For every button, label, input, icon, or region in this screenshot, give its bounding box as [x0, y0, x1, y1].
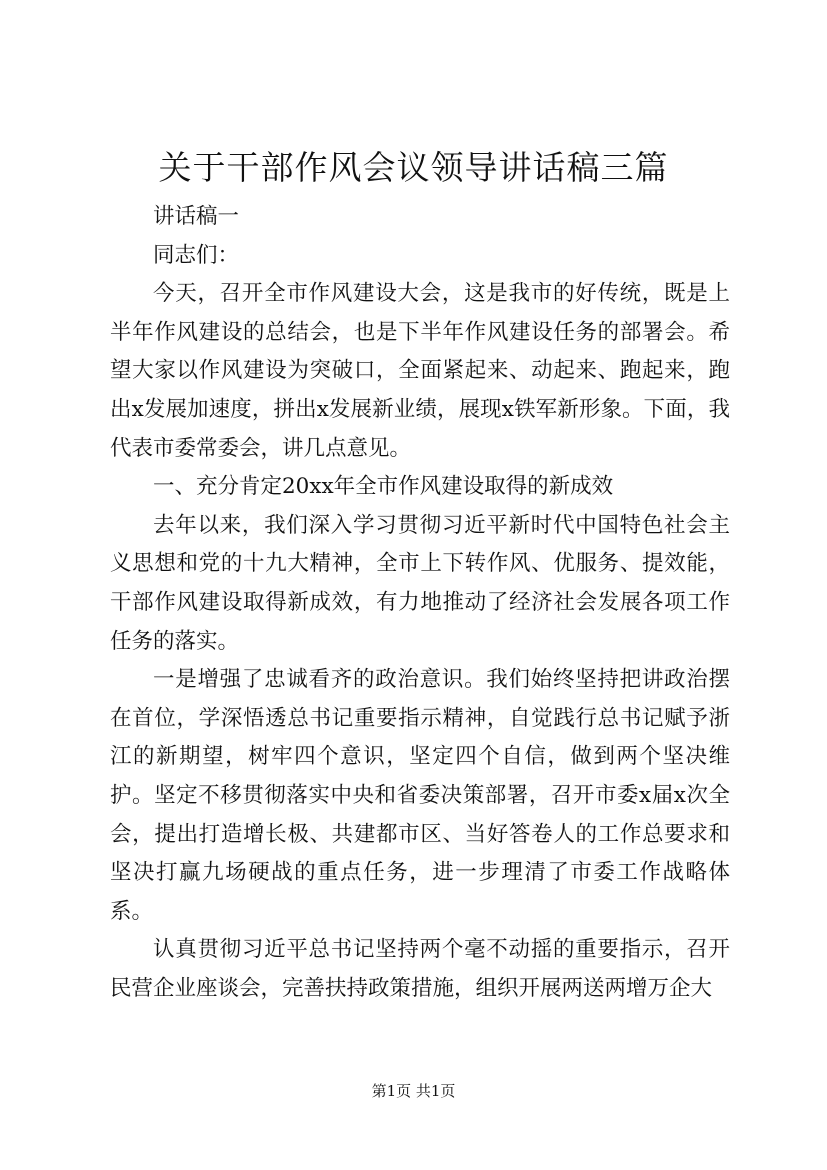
document-body [110, 198, 730, 1008]
section-heading-1: 一、充分肯定20xx年全市作风建设取得的新成效 [153, 474, 614, 500]
document-title: 关于干部作风会议领导讲话稿三篇 [158, 148, 669, 187]
paragraph-political-awareness: 一是增强了忠诚看齐的政治意识。我们始终坚持把讲政治摆在首位，学深悟透总书记重要指示精神，自觉践行总书记赋予浙江的新期望，树牢四个意识，坚定四个自信，做到两个坚决维护。坚定不移贯彻落实中央和省委决策部署，召开市委x届x次全会，提出打造增长极、共建都市区、当好答卷人的工作总要求和坚决打赢九场硬战的重点任务，进一步理清了市委工作战略体系。 [110, 667, 730, 924]
paragraph-achievements: 去年以来，我们深入学习贯彻习近平新时代中国特色社会主义思想和党的十九大精神，全市上下转作风、优服务、提效能，干部作风建设取得新成效，有力地推动了经济社会发展各项工作任务的落实。 [110, 512, 730, 654]
paragraph-private-enterprise: 认真贯彻习近平总书记坚持两个毫不动摇的重要指示，召开民营企业座谈会，完善扶持政策措施，组织开展两送两增万企大 [110, 937, 730, 1001]
paragraph-salutation: 同志们： [153, 242, 240, 268]
page-footer: 第1页 共1页 [371, 1082, 456, 1100]
paragraph-opening: 今天，召开全市作风建设大会，这是我市的好传统，既是上半年作风建设的总结会，也是下半年作风建设任务的部署会。希望大家以作风建设为突破口，全面紧起来、动起来、跑起来，跑出x发展加速度，拼出x发展新业绩，展现x铁军新形象。下面，我代表市委常委会，讲几点意见。 [110, 281, 730, 461]
paragraph-speech-label: 讲话稿一 [153, 204, 240, 229]
